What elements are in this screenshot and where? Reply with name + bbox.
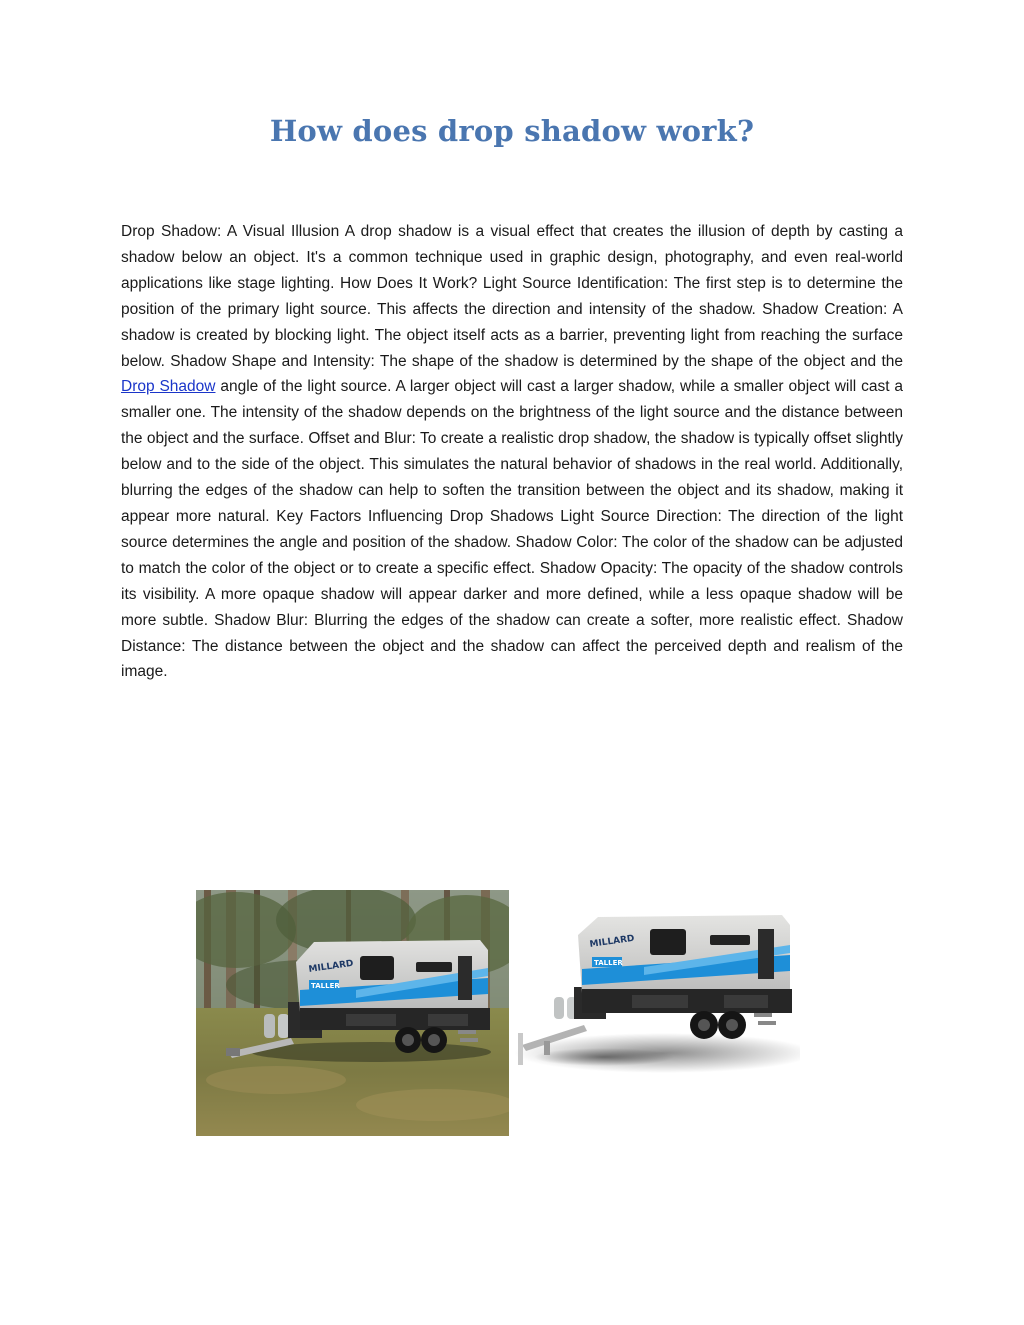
caravan-model-text: TALLER: [311, 982, 340, 990]
paragraph-text-before-link: Drop Shadow: A Visual Illusion A drop shadow is a visual effect that creates the illusion of depth by casting a shadow below an object. It's a common technique used in graphic design, photography, and even real-world applications like stage lighting. How Does It Work? Light Source Identification: The first step is to determine the position of the primary light source. This affects the direction and intensity of the shadow. Shadow Creation: A shadow is created by blocking light. The object itself acts as a barrier, preventing light from reaching the surface below. Shadow Shape and Intensity: The shape of the shadow is determined by the shape of the object and the: [121, 223, 903, 370]
caravan-logo-text: MILLARD: [308, 958, 355, 975]
caravan-drop-shadow-photo: [514, 905, 800, 1080]
caravan-model-text-cutout: TALLER: [594, 959, 623, 967]
caravan-outdoor-photo: [196, 890, 509, 1136]
page-title: How does drop shadow work?: [269, 114, 755, 148]
body-paragraph: [121, 219, 903, 685]
drop-shadow-link[interactable]: Drop Shadow: [121, 378, 216, 396]
paragraph-text-after-link: angle of the light source. A larger object will cast a larger shadow, while a smaller object will cast a smaller one. The intensity of the shadow depends on the brightness of the light source and the distance between the object and the surface. Offset and Blur: To create a realistic drop shadow, the shadow is typically offset slightly below and to the side of the object. This simulates the natural behavior of shadows in the real world. Additionally, blurring the edges of the shadow can help to soften the transition between the object and its shadow, making it appear more natural. Key Factors Influencing Drop Shadows Light Source Direction: The direction of the light source determines the angle and position of the shadow. Shadow Color: The color of the shadow can be adjusted to match the color of the object or to create a specific effect. Shadow Opacity: The opacity of the shadow controls its visibility. A more opaque shadow will appear darker and more defined, while a less opaque shadow will be more subtle. Shadow Blur: Blurring the edges of the shadow can create a softer, more realistic effect. Shadow Distance: The distance between the object and the shadow can affect the perceived depth and realism of the image.: [121, 378, 903, 681]
caravan-logo-text-cutout: MILLARD: [589, 933, 636, 950]
